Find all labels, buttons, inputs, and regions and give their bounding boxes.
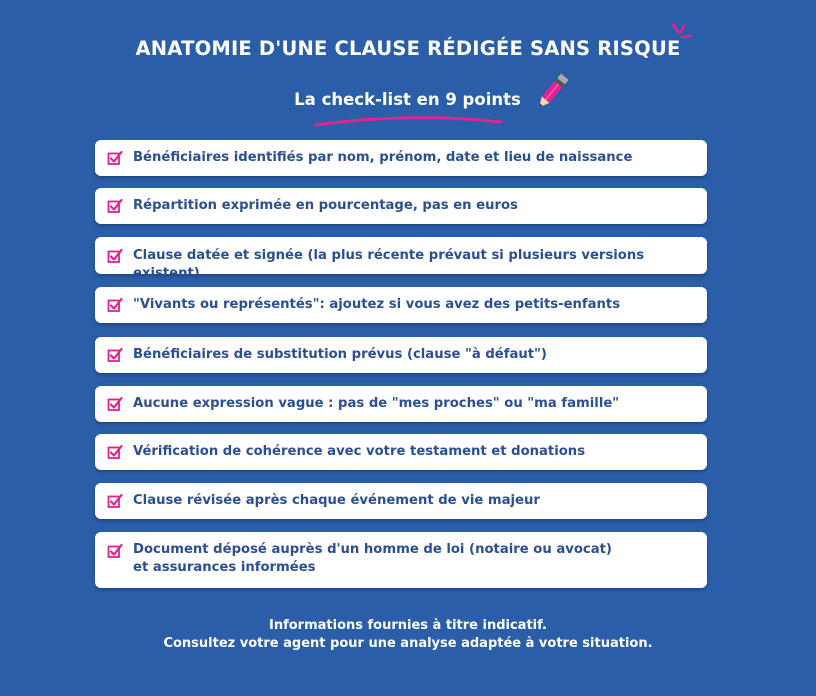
checked-box-icon (107, 396, 123, 412)
checklist-item-label: Document déposé auprès d'un homme de loi (notaire ou avocat) et assurances informées (133, 542, 612, 575)
checklist-item-label: Bénéficiaires de substitution prévus (clause "à défaut") (133, 347, 547, 362)
checked-box-icon (107, 248, 123, 264)
checklist-item (95, 532, 707, 588)
checklist-item (95, 434, 707, 470)
checklist-item (95, 188, 707, 224)
footer-note (0, 617, 816, 653)
checklist-item-label: "Vivants ou représentés": ajoutez si vous avez des petits-enfants (133, 297, 621, 312)
checklist-item (95, 237, 707, 281)
footer-line-1: Informations fournies à titre indicatif. (268, 618, 547, 633)
checked-box-icon (107, 444, 123, 460)
pencil-icon (530, 70, 574, 114)
checklist-item (95, 386, 707, 422)
checklist-item-label: Répartition exprimée en pourcentage, pas en euros (133, 198, 518, 213)
checked-box-icon (107, 347, 123, 363)
checked-box-icon (107, 297, 123, 313)
checklist-item-label: Clause révisée après chaque événement de vie majeur (133, 493, 540, 508)
checklist-item-label: Vérification de cohérence avec votre testament et donations (133, 444, 586, 459)
checked-box-icon (107, 543, 123, 559)
checklist-item (95, 337, 707, 373)
checklist-item-label: Aucune expression vague : pas de "mes proches" ou "ma famille" (133, 396, 620, 411)
page-title: ANATOMIE D'UNE CLAUSE RÉDIGÉE SANS RISQUE (135, 37, 681, 60)
footer-line-2: Consultez votre agent pour une analyse adaptée à votre situation. (163, 636, 653, 651)
checklist-item (95, 140, 707, 176)
checklist-item-label: Clause datée et signée (la plus récente prévaut si plusieurs versions existent) (133, 247, 645, 281)
checked-box-icon (107, 198, 123, 214)
checked-box-icon (107, 150, 123, 166)
subtitle: La check-list en 9 points (294, 90, 521, 109)
checked-box-icon (107, 493, 123, 509)
checklist-item (95, 287, 707, 323)
underline-stroke (313, 113, 505, 129)
spark-icon (668, 20, 696, 48)
checklist-item-label: Bénéficiaires identifiés par nom, prénom, date et lieu de naissance (133, 150, 633, 165)
checklist-item (95, 483, 707, 519)
